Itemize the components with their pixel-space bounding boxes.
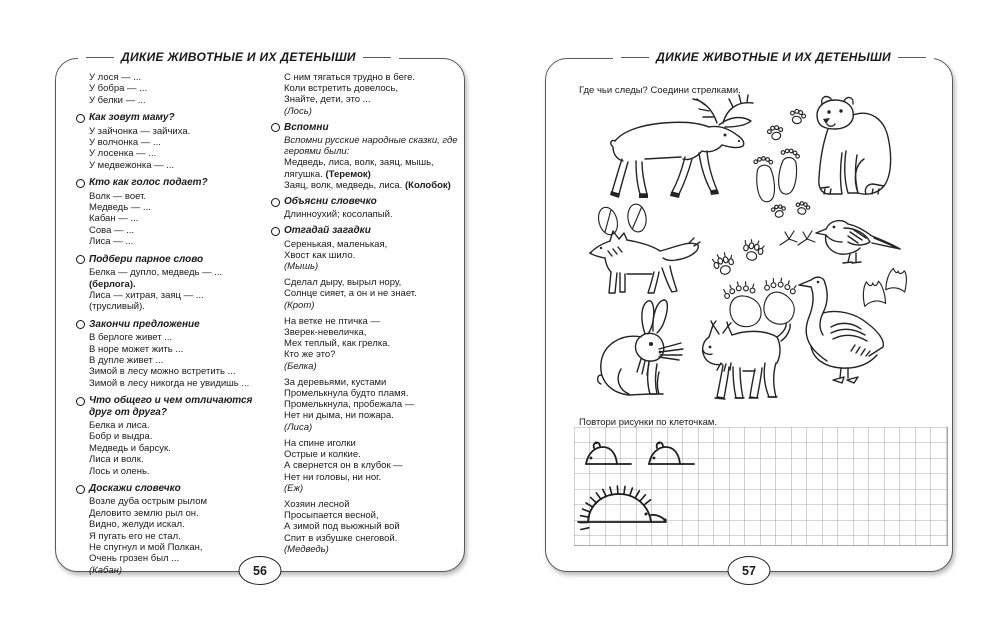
hedgehog-spine bbox=[624, 486, 625, 494]
text-line bbox=[76, 355, 258, 366]
polar-bear-cub-drawing bbox=[806, 93, 902, 205]
header-rule-right bbox=[898, 57, 926, 58]
line-text: У белки — ... bbox=[89, 94, 146, 106]
line-text: Вспомни русские народные сказки, где героями были: bbox=[284, 135, 458, 158]
text-line bbox=[76, 191, 258, 202]
header-rule-left bbox=[621, 57, 649, 58]
text-line bbox=[271, 510, 464, 521]
text-line bbox=[271, 472, 464, 483]
section-heading-text: Доскажи словечко bbox=[89, 483, 181, 494]
line-text: Коли встретить довелось, bbox=[284, 83, 398, 95]
text-column-2 bbox=[271, 72, 464, 561]
text-line bbox=[271, 209, 464, 220]
text-line bbox=[76, 519, 258, 530]
text-line bbox=[271, 483, 464, 494]
section-heading bbox=[271, 122, 464, 133]
line-text: (Медведь) bbox=[284, 543, 329, 555]
text-line bbox=[76, 454, 258, 465]
section-heading bbox=[76, 395, 258, 418]
page-number-badge: 57 bbox=[728, 556, 771, 585]
line-text: У медвежонка — ... bbox=[89, 159, 175, 171]
line-text: Солнце сияет, а он и не знает. bbox=[284, 288, 417, 300]
page-title: ДИКИЕ ЖИВОТНЫЕ И ИХ ДЕТЕНЫШИ bbox=[656, 50, 891, 64]
reindeer-drawing bbox=[589, 93, 769, 207]
line-text: (Лиса) bbox=[284, 421, 313, 433]
section-heading bbox=[76, 319, 258, 330]
text-line bbox=[76, 290, 258, 313]
text-line bbox=[76, 366, 258, 377]
bullet-icon bbox=[76, 397, 85, 406]
exercise-group bbox=[271, 499, 464, 555]
line-text: В дупле живет ... bbox=[89, 354, 164, 366]
tracks-instruction: Где чьи следы? Соедини стрелками. bbox=[579, 84, 741, 96]
text-line bbox=[271, 261, 464, 272]
line-text: Бобр и выдра. bbox=[89, 431, 153, 443]
line-text: У волчонка — ... bbox=[89, 137, 161, 149]
grid-instruction: Повтори рисунки по клеточкам. bbox=[579, 416, 718, 428]
text-line bbox=[76, 508, 258, 519]
line-text: Мех теплый, как грелка. bbox=[284, 338, 391, 350]
text-column-1 bbox=[76, 72, 258, 576]
section-heading-text: Объясни словечко bbox=[284, 196, 377, 208]
line-text: У лося — ... bbox=[89, 72, 142, 83]
text-line bbox=[271, 72, 464, 83]
text-line bbox=[76, 332, 258, 343]
line-text: Медведь и барсук. bbox=[89, 442, 171, 454]
goose-drawing bbox=[797, 271, 905, 389]
exercise-group bbox=[271, 122, 464, 191]
line-text: С ним тягаться трудно в беге. bbox=[284, 72, 416, 83]
line-text: Возле дуба острым рылом bbox=[89, 496, 208, 508]
text-line bbox=[271, 239, 464, 250]
line-text: Сова — ... bbox=[89, 224, 135, 236]
line-text: Хвост как шило. bbox=[284, 249, 356, 261]
text-line bbox=[271, 94, 464, 105]
text-line bbox=[76, 344, 258, 355]
hedgehog-spine bbox=[617, 486, 618, 494]
small-paw-tracks bbox=[769, 197, 815, 223]
exercise-group bbox=[271, 277, 464, 311]
line-text: Белка и лиса. bbox=[89, 419, 150, 431]
line-text: На ветке не птичка — bbox=[284, 315, 380, 327]
text-line bbox=[76, 72, 258, 83]
line-text: Лиса и волк. bbox=[89, 454, 144, 466]
text-line bbox=[76, 553, 258, 564]
line-text: Знайте, дети, это ... bbox=[284, 94, 371, 106]
line-text: У лосенка — ... bbox=[89, 148, 157, 160]
right-page bbox=[545, 50, 953, 578]
section-heading bbox=[76, 483, 258, 494]
text-line bbox=[271, 460, 464, 471]
line-text: В норе может жить ... bbox=[89, 343, 184, 355]
text-line bbox=[76, 213, 258, 224]
line-text: Лиса — хитрая, заяц — ... (трусливый). bbox=[89, 289, 204, 313]
text-line bbox=[271, 361, 464, 372]
section-heading-text: Кто как голос подает? bbox=[89, 177, 208, 189]
section-heading bbox=[271, 225, 464, 236]
text-line bbox=[271, 338, 464, 349]
exercise-group bbox=[271, 316, 464, 372]
line-text: Лось и олень. bbox=[89, 465, 150, 477]
line-text: (Кабан) bbox=[89, 564, 123, 576]
line-text: У зайчонка — зайчиха. bbox=[89, 125, 191, 137]
text-line bbox=[271, 157, 464, 179]
copy-grid bbox=[574, 427, 948, 546]
page-number-badge: 56 bbox=[239, 556, 282, 585]
line-text: Зимой в лесу никогда не увидишь ... bbox=[89, 377, 250, 389]
line-text: Медведь, лиса, волк, заяц, мышь, лягушка. bbox=[284, 157, 434, 180]
section-heading bbox=[76, 112, 258, 123]
exercise-group bbox=[76, 483, 258, 576]
text-line bbox=[76, 95, 258, 106]
line-text: Не спугнул и мой Полкан, bbox=[89, 542, 203, 554]
text-line bbox=[271, 410, 464, 421]
lynx-drawing bbox=[693, 321, 801, 401]
text-line bbox=[271, 399, 464, 410]
line-text: Видно, желуди искал. bbox=[89, 519, 185, 531]
text-line bbox=[76, 565, 258, 576]
line-text: (Белка) bbox=[284, 360, 317, 372]
text-line bbox=[271, 422, 464, 433]
line-text: (Еж) bbox=[284, 482, 304, 494]
bullet-icon bbox=[76, 114, 85, 123]
page-title: ДИКИЕ ЖИВОТНЫЕ И ИХ ДЕТЕНЫШИ bbox=[121, 50, 356, 64]
line-text: Спит в избушке снеговой. bbox=[284, 532, 398, 544]
hare-drawing bbox=[593, 297, 693, 401]
text-line bbox=[76, 225, 258, 236]
line-text: За деревьями, кустами bbox=[284, 376, 387, 388]
line-text-bold: (Теремок) bbox=[325, 168, 371, 180]
text-line bbox=[271, 327, 464, 338]
text-line bbox=[76, 202, 258, 213]
exercise-group bbox=[271, 72, 464, 117]
text-line bbox=[271, 349, 464, 360]
bullet-icon bbox=[271, 123, 280, 132]
line-text: Просыпается весной, bbox=[284, 510, 379, 522]
text-line bbox=[76, 542, 258, 553]
line-text: Нет ни дыма, ни пожара. bbox=[284, 410, 394, 422]
exercise-group bbox=[76, 112, 258, 171]
exercise-group bbox=[76, 319, 258, 389]
text-line bbox=[76, 443, 258, 454]
line-text: Зверек-невеличка, bbox=[284, 327, 367, 339]
text-line bbox=[271, 300, 464, 311]
line-text: Заяц, волк, медведь, лиса. bbox=[284, 179, 405, 191]
text-line bbox=[76, 83, 258, 94]
bullet-icon bbox=[271, 198, 280, 207]
exercise-group bbox=[76, 254, 258, 313]
bullet-icon bbox=[76, 255, 85, 264]
text-line bbox=[76, 496, 258, 507]
line-text: Белка — дупло, медведь — ... bbox=[89, 267, 223, 279]
header-rule-right bbox=[363, 57, 391, 58]
sparrow-drawing bbox=[814, 216, 902, 266]
text-line bbox=[271, 180, 464, 191]
line-text: (Лось) bbox=[284, 105, 312, 117]
line-text: Кто же это? bbox=[284, 349, 336, 361]
text-line bbox=[271, 83, 464, 94]
line-text: Зимой в лесу можно встретить ... bbox=[89, 366, 236, 378]
text-line bbox=[76, 420, 258, 431]
exercise-group bbox=[271, 196, 464, 220]
text-line bbox=[76, 148, 258, 159]
text-line bbox=[271, 388, 464, 399]
fox-drawing bbox=[586, 227, 706, 299]
text-line bbox=[76, 160, 258, 171]
header-rule-left bbox=[86, 57, 114, 58]
cat-paw-tracks bbox=[764, 107, 812, 145]
line-text: Серенькая, маленькая, bbox=[284, 238, 388, 250]
line-text: Волк — воет. bbox=[89, 190, 147, 202]
text-line bbox=[271, 135, 464, 157]
text-line bbox=[271, 533, 464, 544]
exercise-group bbox=[271, 438, 464, 494]
bullet-icon bbox=[76, 485, 85, 494]
exercise-group bbox=[76, 395, 258, 477]
line-text: Лиса — ... bbox=[89, 236, 134, 248]
line-text: Очень грозен был ... bbox=[89, 553, 180, 565]
line-text: Хозяин лесной bbox=[284, 498, 350, 510]
line-text: Длинноухий; косолапый. bbox=[284, 209, 393, 221]
line-text: А зимой под вьюжный вой bbox=[284, 521, 400, 533]
text-line bbox=[271, 288, 464, 299]
text-line bbox=[76, 267, 258, 290]
text-line bbox=[271, 438, 464, 449]
line-text-bold: (Колобок) bbox=[404, 179, 451, 191]
text-line bbox=[271, 316, 464, 327]
line-text: А свернется он в клубок — bbox=[284, 460, 403, 472]
section-heading-text: Закончи предложение bbox=[89, 318, 200, 330]
line-text: У бобра — ... bbox=[89, 83, 148, 95]
line-text: Деловито землю рыл он. bbox=[89, 507, 199, 519]
text-line bbox=[271, 521, 464, 532]
text-line bbox=[76, 466, 258, 477]
text-line bbox=[271, 499, 464, 510]
text-line bbox=[76, 126, 258, 137]
line-text: Нет ни головы, ни ног. bbox=[284, 471, 382, 483]
text-line bbox=[76, 531, 258, 542]
exercise-group bbox=[76, 72, 258, 106]
text-line bbox=[271, 544, 464, 555]
left-page bbox=[55, 50, 465, 578]
tracks-matching-area bbox=[546, 89, 952, 405]
bird-tracks bbox=[779, 229, 815, 253]
text-line bbox=[76, 236, 258, 247]
line-text: В берлоге живет ... bbox=[89, 332, 173, 344]
text-line bbox=[76, 137, 258, 148]
section-heading-text: Что общего и чем отличаются друг от друга? bbox=[89, 395, 253, 418]
line-text: На спине иголки bbox=[284, 437, 356, 449]
line-text: Промелькнула будто пламя. bbox=[284, 388, 409, 400]
bullet-icon bbox=[76, 320, 85, 329]
right-page-header bbox=[613, 50, 934, 64]
section-heading-text: Отгадай загадки bbox=[284, 225, 371, 237]
left-page-header bbox=[78, 50, 399, 64]
section-heading-text: Подбери парное слово bbox=[89, 253, 204, 265]
line-text: Медведь — ... bbox=[89, 202, 151, 214]
line-text: (Крот) bbox=[284, 299, 315, 311]
text-line bbox=[271, 106, 464, 117]
line-text: Сделал дыру, вырыл нору, bbox=[284, 277, 402, 289]
section-heading bbox=[271, 196, 464, 207]
line-text: (Мышь) bbox=[284, 261, 319, 273]
exercise-group bbox=[271, 225, 464, 272]
bullet-icon bbox=[76, 179, 85, 188]
line-text: Я пугать его не стал. bbox=[89, 530, 181, 542]
section-heading-text: Вспомни bbox=[284, 121, 329, 133]
line-text: Острые и колкие. bbox=[284, 449, 361, 461]
section-heading bbox=[76, 177, 258, 188]
line-text: Кабан — ... bbox=[89, 213, 139, 225]
line-text-bold: (берлога). bbox=[89, 278, 136, 290]
bullet-icon bbox=[271, 227, 280, 236]
section-heading-text: Как зовут маму? bbox=[89, 112, 175, 124]
line-text: Промелькнула, пробежала — bbox=[284, 399, 415, 411]
text-line bbox=[76, 431, 258, 442]
text-line bbox=[271, 250, 464, 261]
text-line bbox=[271, 449, 464, 460]
text-line bbox=[76, 378, 258, 389]
exercise-group bbox=[271, 377, 464, 433]
exercise-group bbox=[76, 177, 258, 247]
text-line bbox=[271, 377, 464, 388]
section-heading bbox=[76, 254, 258, 265]
text-line bbox=[271, 277, 464, 288]
